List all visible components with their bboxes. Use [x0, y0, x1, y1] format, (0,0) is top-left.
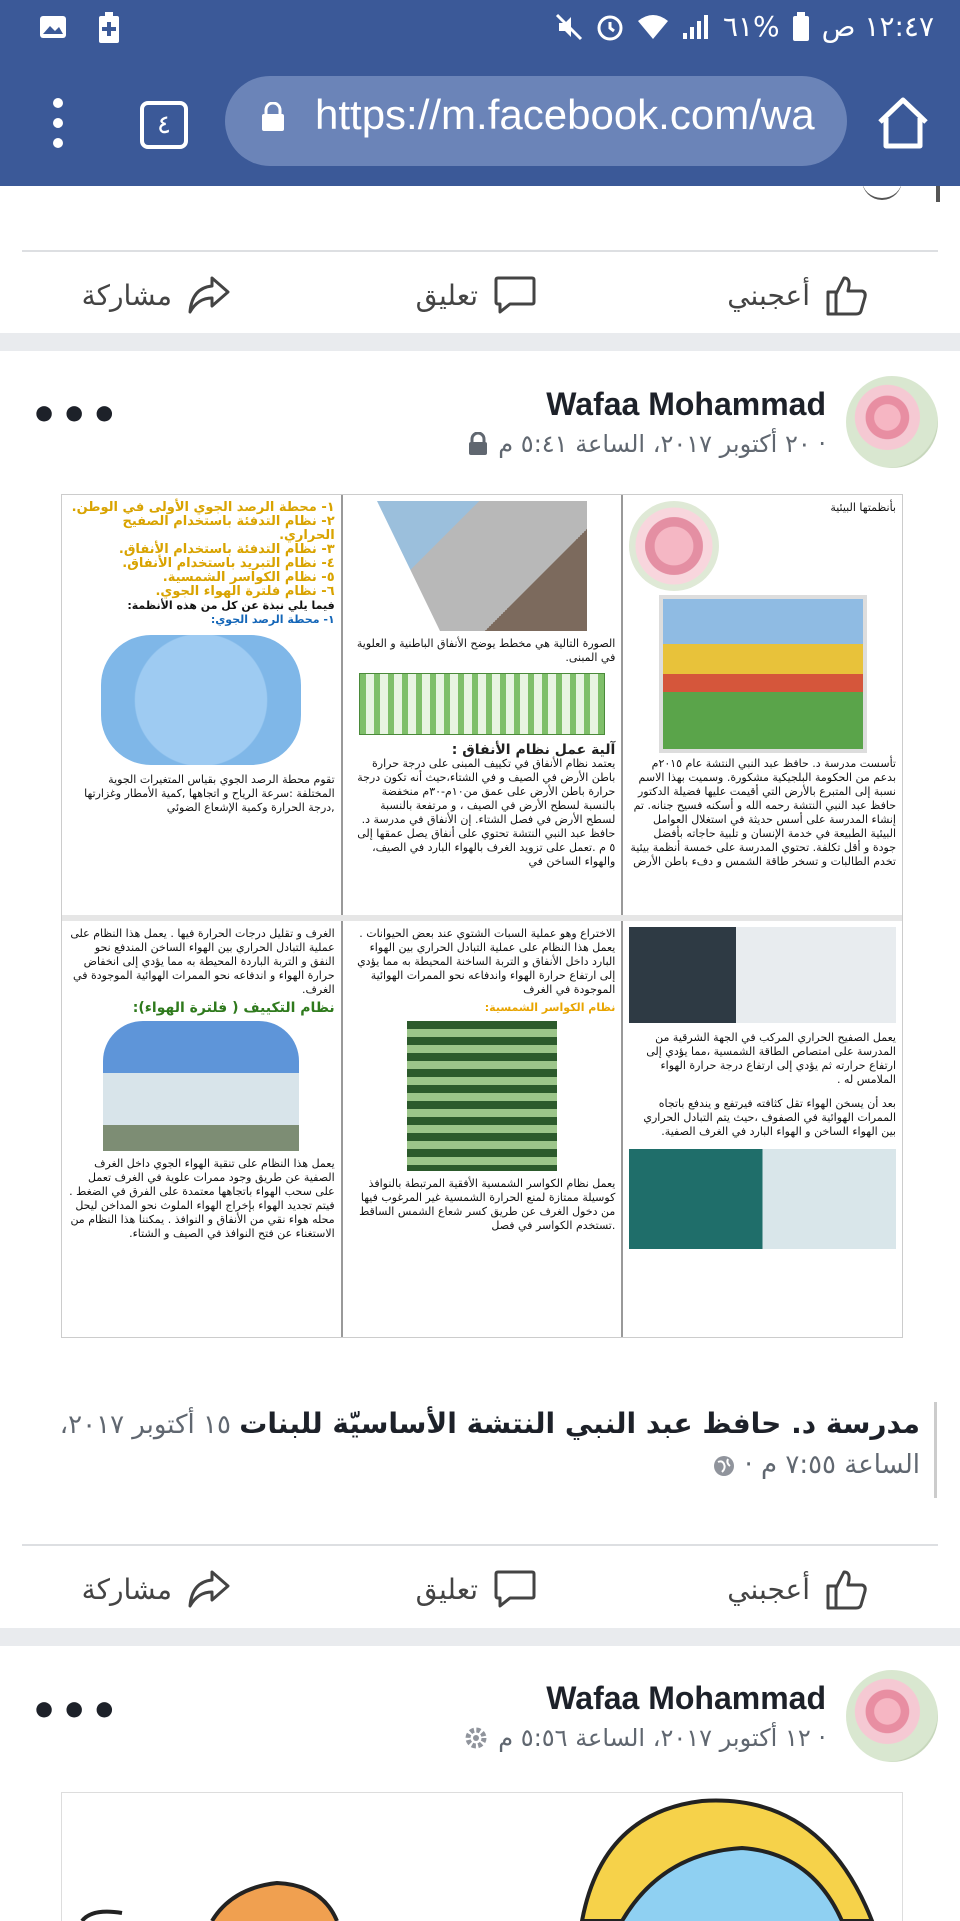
- post-meta: [464, 1724, 826, 1752]
- newsletter-column: [341, 495, 622, 915]
- solar-breakers-photo: [407, 1021, 557, 1171]
- thumbs-up-icon: [824, 1566, 870, 1612]
- share-label: مشاركة: [81, 1572, 172, 1606]
- newsletter-column: [341, 921, 622, 1337]
- like-label: أعجبني: [727, 1572, 810, 1606]
- signal-icon: [681, 13, 711, 41]
- share-button[interactable]: [82, 1566, 232, 1612]
- quote-rule: [934, 1402, 937, 1498]
- newsletter-column: [62, 921, 341, 1337]
- weather-station-image: [101, 635, 301, 765]
- more-options-button[interactable]: •••: [30, 1686, 121, 1737]
- newsletter-text: الاختراع وهو عملية السبات الشتوي عند بعض الحيوانات . يعمل هذا النظام على عملية التبادل الحراري بين الهواء البارد داخل الأنفاق و التربة الساخنة المحيطة به مما يؤدي إلى ارتفاع حرارة الهواء واندفاعه نحو الممرات الهوائية الموجودة في الغرف: [357, 927, 616, 996]
- shared-page-name[interactable]: مدرسة د. حافظ عبد النبي النتشة الأساسيّة للبنات: [239, 1407, 920, 1440]
- cartoon-drawing: [62, 1793, 902, 1921]
- clock: ١٢:٤٧ ص: [821, 10, 934, 43]
- newsletter-heading: بأنظمتها البيئية: [830, 501, 896, 514]
- feed-separator: [0, 1628, 960, 1646]
- globe-icon: [712, 1454, 736, 1478]
- share-label: مشاركة: [81, 278, 172, 312]
- like-label: أعجبني: [727, 278, 810, 312]
- overflow-menu-icon[interactable]: [52, 95, 64, 155]
- browser-toolbar: [0, 0, 960, 186]
- newsletter-text: بعد أن يسخن الهواء تقل كثافته فيرتفع و يندفع باتجاه الممرات الهوائية في الصفوف ،حيث يتم التبادل الحراري بين الهواء الساخن و الهواء البارد في الغرف الصفية.: [643, 1097, 896, 1138]
- status-bar: [0, 0, 960, 58]
- battery-percent: ٦١%: [722, 10, 780, 43]
- list-item: ١- محطة الرصد الجوي الأولى في الوطن.: [71, 500, 335, 515]
- rose-image: [629, 501, 719, 591]
- newsletter-text: يعمل نظام الكواسر الشمسية الأفقية المرتبطة بالنوافذ كوسيلة ممتازة لمنع الحرارة الشمسية غير المرغوب فيها من دخول الغرف عن طريق كسر شعاع الشمس الساقط .تستخدم الكواسر في فصل: [359, 1177, 616, 1232]
- newsletter-column: [62, 495, 341, 915]
- avatar[interactable]: [846, 1670, 938, 1762]
- newsletter-heading: نظام الكواسر الشمسية:: [484, 1001, 616, 1014]
- post-timestamp[interactable]: ٢٠ أكتوبر ٢٠١٧، الساعة ٥:٤١ م ·: [498, 430, 826, 458]
- rooftop-image: [377, 501, 587, 631]
- comment-button[interactable]: [416, 272, 538, 318]
- post-author[interactable]: Wafaa Mohammad: [546, 386, 826, 422]
- lock-icon: [468, 432, 488, 456]
- newsletter-heading: ١- محطة الرصد الجوي:: [210, 613, 335, 626]
- lock-icon: [261, 102, 285, 132]
- post-image[interactable]: [61, 494, 903, 1338]
- newsletter-text: يعمل هذا النظام على تنقية الهواء الجوي داخل الغرف الصفية عن طريق وجود ممرات علوية في الغرف تعمل على سحب الهواء باتجاهها معتمدة على الفرق في الضغط . فيتم تجديد الهواء بإخراج الهواء الملوث نحو المداخن ليحل محله هواء نقي من الأنفاق و النوافذ . يمكننا هذا النظام من الاستغناء عن فتح النوافذ في الصيف و الشتاء.: [69, 1157, 335, 1240]
- newsletter-text: الصورة التالية هي مخطط يوضح الأنفاق الباطنية و العلوية في المبنى.: [356, 637, 616, 664]
- post-author[interactable]: Wafaa Mohammad: [546, 1680, 826, 1716]
- newsletter-text: تقوم محطة الرصد الجوي بقياس المتغيرات الجوية المختلفة :سرعة الرياح و اتجاهها ,كمية الأمطار وغزارتها ,درجة الحرارة وكمية الإشعاع الضوئي: [84, 773, 335, 814]
- list-item: ٣- نظام التدفئة باستخدام الأنفاق.: [118, 542, 335, 557]
- comment-label: تعليق: [415, 278, 478, 312]
- home-icon[interactable]: [876, 96, 930, 150]
- mute-icon: [555, 13, 583, 41]
- shared-from[interactable]: [40, 1404, 920, 1485]
- gallery-icon: [38, 12, 68, 42]
- newsletter-heading: آلية عمل نظام الأنفاق :: [451, 742, 616, 758]
- newsletter-column: [621, 495, 902, 915]
- newsletter-text: تأسست مدرسة د. حافظ عبد النبي النتشة عام ٢٠١٥م بدعم من الحكومة البلجيكية مشكورة. وسميت بهذا الاسم نسبة إلى المتبرع بالأرض التي أقيمت عليها فضيلة الدكتور حافظ عبد النبي النتشة رحمه الله و أسكنه فسيح جنانه. تم إنشاء المدرسة على أسس حديثة في استغلال العوامل البيئية الطبيعة في خدمة الإنسان و تلبية حاجاته بأفضل جودة و أقل تكلفة. تحتوي المدرسة على خمسة أنظمة بيئية تخدم الطالبات و تسخر طاقة الشمس و دفء باطن الأرض: [630, 757, 896, 868]
- comment-icon: [492, 272, 538, 318]
- chimneys-photo: [103, 1021, 299, 1151]
- list-item: ٦- نظام فلترة الهواء الجوي.: [155, 584, 335, 599]
- battery-icon: [792, 12, 810, 42]
- more-options-button[interactable]: •••: [30, 390, 121, 441]
- systems-list: [68, 501, 335, 599]
- newsletter-text: يعتمد نظام الأنفاق في تكييف المبنى على درجة حرارة باطن الأرض في الصيف و في الشتاء،حيث أنه تكون درجة حرارة باطن الأرض على عمق من١٠م-٣٠م منخفضة بالنسبة لسطح الأرض في الصيف ، و مرتفعة بالنسبة لسطح الأرض في فصل الشتاء. إن الأنفاق في مدرسة د. حافظ عبد النبي النتشة تحتوي على أنفاق يصل عمقها إلى ٥ م .تعمل على تزويد الغرف بالهواء البارد في الصيف، والهواء الساخن في: [357, 757, 616, 868]
- feed-separator: [0, 333, 960, 351]
- newsletter-text: الغرف و تقليل درجات الحرارة فيها . يعمل هذا النظام على عملية التبادل الحراري بين الهواء الساخن المندفع نحو النفق و التربة الباردة المحيطة به مما يؤدي إلى انخفاض حرارة الهواء و اندفاعه نحو الممرات الهوائية الموجودة في الغرف.: [70, 927, 335, 996]
- post-meta: [468, 430, 826, 458]
- alarm-icon: [595, 12, 625, 42]
- share-icon: [186, 272, 232, 318]
- newsletter-text: يعمل الصفيح الحراري المركب في الجهة الشرقية من المدرسة على امتصاص الطاقة الشمسية ،مما يؤدي إلى ارتفاع حرارته ثم يؤدي إلى ارتفاع درجة حرارة الهواء الملامس له .: [646, 1031, 896, 1086]
- share-button[interactable]: [82, 272, 232, 318]
- tab-switcher-button[interactable]: ٤: [140, 101, 188, 149]
- gear-icon: [464, 1726, 488, 1750]
- wifi-icon: [637, 13, 669, 41]
- newsletter-text: فيما يلي نبذة عن كل من هذه الأنظمة:: [127, 599, 335, 612]
- avatar[interactable]: [846, 376, 938, 468]
- classroom-photo: [629, 1149, 896, 1249]
- list-item: ٢- نظام التدفئة باستخدام الصفيح الحراري.: [122, 514, 335, 543]
- like-button[interactable]: [727, 272, 870, 318]
- previous-post-edge: [0, 186, 960, 216]
- like-button[interactable]: [727, 1566, 870, 1612]
- newsletter-heading: نظام التكييف ( فلترة الهواء):: [132, 1000, 335, 1016]
- school-building-image: [659, 595, 867, 753]
- shared-timestamp[interactable]: ١٥ أكتوبر ٢٠١٧، الساعة ٧:٥٥ م ·: [59, 1410, 920, 1480]
- list-item: ٤- نظام التبريد باستخدام الأنفاق.: [122, 556, 335, 571]
- address-bar[interactable]: [225, 76, 847, 166]
- tunnel-diagram: [359, 673, 606, 735]
- post-image[interactable]: [61, 1792, 903, 1921]
- newsletter-column: [621, 921, 902, 1337]
- url-text[interactable]: https://m.facebook.com/wa: [315, 91, 815, 138]
- share-icon: [186, 1566, 232, 1612]
- divider: [22, 1544, 938, 1546]
- divider: [22, 250, 938, 252]
- comment-label: تعليق: [415, 1572, 478, 1606]
- post-timestamp[interactable]: ١٢ أكتوبر ٢٠١٧، الساعة ٥:٥٦ م ·: [498, 1724, 826, 1752]
- battery-saver-icon: [98, 12, 120, 44]
- comment-button[interactable]: [416, 1566, 538, 1612]
- building-photo: [629, 927, 896, 1023]
- comment-icon: [492, 1566, 538, 1612]
- thumbs-up-icon: [824, 272, 870, 318]
- list-item: ٥- نظام الكواسر الشمسية.: [162, 570, 335, 585]
